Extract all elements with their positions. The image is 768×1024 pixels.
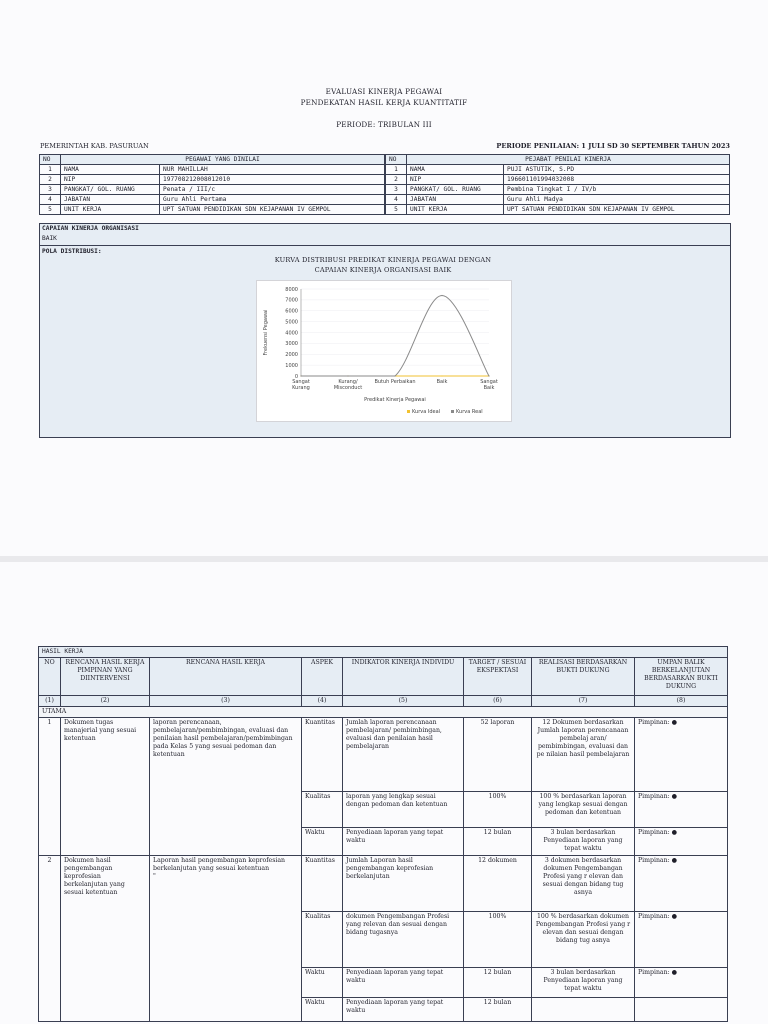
realisasi: 3 bulan berdasarkan Penyediaan laporan yang tepat waktu bbox=[532, 968, 635, 998]
column-number: (8) bbox=[635, 696, 728, 707]
capaian-value: BAIK bbox=[42, 235, 57, 242]
realisasi bbox=[532, 998, 635, 1022]
aspek: Waktu bbox=[302, 998, 343, 1022]
row-field: NIP bbox=[61, 175, 160, 185]
row-field: NAMA bbox=[61, 165, 160, 175]
chart-title-line-2: CAPAIAN KINERJA ORGANISASI BAIK bbox=[314, 266, 452, 274]
assessment-period: PERIODE PENILAIAN: 1 JULI SD 30 SEPTEMBER TAHUN 2023 bbox=[496, 142, 730, 150]
column-header: REALISASI BERDASARKAN BUKTI DUKUNG bbox=[532, 658, 635, 696]
row-value: Pembina Tingkat I / IV/b bbox=[504, 185, 730, 195]
y-tick-label: 0 bbox=[294, 373, 298, 380]
table-row bbox=[386, 205, 730, 215]
x-tick-label: Sangat bbox=[480, 379, 498, 385]
header-assessed-employee: PEGAWAI YANG DINILAI bbox=[61, 155, 385, 165]
table-row bbox=[386, 185, 730, 195]
work-results-table bbox=[38, 646, 728, 1022]
row-field: PANGKAT/ GOL. RUANG bbox=[61, 185, 160, 195]
row-field: JABATAN bbox=[407, 195, 504, 205]
rhk: Laporan hasil pengembangan keprofesian berkelanjutan yang sesuai ketentuan " bbox=[150, 856, 302, 1022]
row-value: Guru Ahli Madya bbox=[504, 195, 730, 205]
legend-label: Kurva Ideal bbox=[412, 409, 441, 415]
table-row bbox=[39, 718, 728, 792]
pola-distribusi-label: POLA DISTRIBUSI: bbox=[42, 248, 102, 255]
column-header: RENCANA HASIL KERJA bbox=[150, 658, 302, 696]
row-no: 3 bbox=[40, 185, 61, 195]
y-tick-label: 5000 bbox=[285, 319, 298, 326]
x-tick-label: Baik bbox=[436, 379, 448, 385]
y-tick-label: 3000 bbox=[285, 341, 298, 348]
row-value: UPT SATUAN PENDIDIKAN SDN KEJAPANAN IV GEMPOL bbox=[160, 205, 385, 215]
aspek: Kualitas bbox=[302, 792, 343, 828]
distribution-chart-svg bbox=[257, 281, 511, 421]
table-row bbox=[40, 165, 385, 175]
agency-name: PEMERINTAH KAB. PASURUAN bbox=[40, 142, 149, 150]
realisasi: 3 bulan berdasarkan Penyediaan laporan yang tepat waktu bbox=[532, 828, 635, 856]
x-tick-label: Butuh Perbaikan bbox=[374, 379, 416, 385]
aspek: Waktu bbox=[302, 828, 343, 856]
x-tick-label: Sangat bbox=[292, 379, 310, 385]
row-value: Guru Ahli Pertama bbox=[160, 195, 385, 205]
target: 52 laporan bbox=[464, 718, 532, 792]
column-header: INDIKATOR KINERJA INDIVIDU bbox=[343, 658, 464, 696]
x-tick-label: Kurang/ bbox=[338, 379, 358, 385]
data-point bbox=[394, 375, 395, 376]
row-value: Penata / III/c bbox=[160, 185, 385, 195]
row-value: UPT SATUAN PENDIDIKAN SDN KEJAPANAN IV GEMPOL bbox=[504, 205, 730, 215]
document-subtitle: PENDEKATAN HASIL KERJA KUANTITATIF bbox=[300, 98, 468, 107]
table-row bbox=[386, 195, 730, 205]
aspek: Kualitas bbox=[302, 912, 343, 968]
data-point bbox=[441, 295, 442, 296]
target: 100% bbox=[464, 912, 532, 968]
rhk-pimpinan: Dokumen hasil pengembangan keprofesian berkelanjutan yang sesuai ketentuan bbox=[61, 856, 150, 1022]
table-row bbox=[40, 195, 385, 205]
column-header: RENCANA HASIL KERJA PIMPINAN YANG DIINTERVENSI bbox=[61, 658, 150, 696]
y-tick-label: 2000 bbox=[285, 352, 298, 359]
target: 12 dokumen bbox=[464, 856, 532, 912]
header-no: NO bbox=[40, 155, 61, 165]
umpan-balik: Pimpinan: ● bbox=[635, 718, 728, 792]
row-field: NAMA bbox=[407, 165, 504, 175]
y-axis-label: Frekuensi Pegawai bbox=[263, 309, 269, 356]
row-no: 2 bbox=[386, 175, 407, 185]
chart-title-line-1: KURVA DISTRIBUSI PREDIKAT KINERJA PEGAWAI DENGAN bbox=[274, 256, 492, 264]
distribution-chart bbox=[256, 280, 512, 422]
x-tick-label: Misconduct bbox=[333, 385, 363, 391]
x-axis-label: Predikat Kinerja Pegawai bbox=[364, 397, 426, 403]
table-header-row bbox=[386, 155, 730, 165]
item-no: 1 bbox=[39, 718, 61, 856]
data-point bbox=[441, 375, 442, 376]
row-no: 1 bbox=[386, 165, 407, 175]
aspek: Waktu bbox=[302, 968, 343, 998]
row-no: 5 bbox=[40, 205, 61, 215]
target: 12 bulan bbox=[464, 968, 532, 998]
section-title-row bbox=[39, 647, 728, 658]
rhk: laporan perencanaan, pembelajaran/pembimbingan, evaluasi dan penilaian hasil pembelajaran/pembimbingan pada Kelas 5 yang sesuai pedoman dan ketentuan bbox=[150, 718, 302, 856]
row-value: 196601101994032008 bbox=[504, 175, 730, 185]
y-tick-label: 4000 bbox=[285, 330, 298, 337]
y-tick-label: 6000 bbox=[285, 308, 298, 315]
data-point bbox=[347, 375, 348, 376]
row-no: 1 bbox=[40, 165, 61, 175]
table-row bbox=[39, 856, 728, 912]
row-no: 5 bbox=[386, 205, 407, 215]
y-tick-label: 1000 bbox=[285, 362, 298, 369]
legend-swatch bbox=[451, 410, 454, 413]
indikator: Jumlah Laporan hasil pengembangan keprofesian berkelanjutan bbox=[343, 856, 464, 912]
column-number-row bbox=[39, 696, 728, 707]
table-row bbox=[40, 185, 385, 195]
target: 100% bbox=[464, 792, 532, 828]
legend-label: Kurva Real bbox=[456, 409, 483, 415]
column-number: (5) bbox=[343, 696, 464, 707]
column-number: (4) bbox=[302, 696, 343, 707]
assessed-employee-table bbox=[39, 154, 385, 215]
row-field: JABATAN bbox=[61, 195, 160, 205]
indikator: Penyediaan laporan yang tepat waktu bbox=[343, 968, 464, 998]
group-label: UTAMA bbox=[39, 707, 728, 718]
period-title: PERIODE: TRIBULAN III bbox=[336, 120, 432, 129]
x-tick-label: Baik bbox=[483, 385, 495, 391]
document-title: EVALUASI KINERJA PEGAWAI bbox=[325, 87, 443, 96]
realisasi: 100 % berdasarkan dokumen Pengembangan Profesi yang r elevan dan sesuai dengan bidang tug asnya bbox=[532, 912, 635, 968]
umpan-balik: Pimpinan: ● bbox=[635, 912, 728, 968]
umpan-balik bbox=[635, 998, 728, 1022]
row-field: NIP bbox=[407, 175, 504, 185]
header-assessor: PEJABAT PENILAI KINERJA bbox=[407, 155, 730, 165]
organization-performance-box bbox=[39, 223, 731, 247]
table-header-row bbox=[40, 155, 385, 165]
row-no: 2 bbox=[40, 175, 61, 185]
rhk-pimpinan: Dokumen tugas manajerial yang sesuai ketentuan bbox=[61, 718, 150, 856]
column-number: (1) bbox=[39, 696, 61, 707]
target: 12 bulan bbox=[464, 828, 532, 856]
series-line-kurva-real bbox=[301, 296, 489, 376]
aspek: Kuantitas bbox=[302, 856, 343, 912]
indikator: Penyediaan laporan yang tepat waktu bbox=[343, 828, 464, 856]
table-row bbox=[386, 165, 730, 175]
indikator: Jumlah laporan perencanaan pembelajaran/ pembimbingan, evaluasi dan penilaian hasil pembelajaran bbox=[343, 718, 464, 792]
column-header: UMPAN BALIK BERKELANJUTAN BERDASARKAN BUKTI DUKUNG bbox=[635, 658, 728, 696]
column-header-row bbox=[39, 658, 728, 696]
x-tick-label: Kurang bbox=[292, 385, 310, 391]
row-no: 4 bbox=[40, 195, 61, 205]
realisasi: 12 Dokumen berdasarkan Jumlah laporan perencanaan pembelaj aran/ pembimbingan, evaluasi dan pe nilaian hasil pembelajaran bbox=[532, 718, 635, 792]
section-title: HASIL KERJA bbox=[39, 647, 728, 658]
row-field: UNIT KERJA bbox=[407, 205, 504, 215]
column-number: (6) bbox=[464, 696, 532, 707]
assessor-table bbox=[385, 154, 730, 215]
table-row bbox=[40, 205, 385, 215]
table-row bbox=[386, 175, 730, 185]
header-no: NO bbox=[386, 155, 407, 165]
column-number: (2) bbox=[61, 696, 150, 707]
indikator: laporan yang lengkap sesuai dengan pedoman dan ketentuan bbox=[343, 792, 464, 828]
indikator: Penyediaan laporan yang tepat waktu bbox=[343, 998, 464, 1022]
y-tick-label: 8000 bbox=[285, 286, 298, 293]
row-value: 197708212008012010 bbox=[160, 175, 385, 185]
aspek: Kuantitas bbox=[302, 718, 343, 792]
column-number: (7) bbox=[532, 696, 635, 707]
row-value: NUR MAHILLAH bbox=[160, 165, 385, 175]
target: 12 bulan bbox=[464, 998, 532, 1022]
umpan-balik: Pimpinan: ● bbox=[635, 968, 728, 998]
column-header: TARGET / SESUAI EKSPEKTASI bbox=[464, 658, 532, 696]
umpan-balik: Pimpinan: ● bbox=[635, 828, 728, 856]
umpan-balik: Pimpinan: ● bbox=[635, 792, 728, 828]
capaian-label: CAPAIAN KINERJA ORGANISASI bbox=[42, 225, 139, 232]
row-value: PUJI ASTUTIK, S.PD bbox=[504, 165, 730, 175]
row-no: 4 bbox=[386, 195, 407, 205]
umpan-balik: Pimpinan: ● bbox=[635, 856, 728, 912]
column-number: (3) bbox=[150, 696, 302, 707]
row-field: PANGKAT/ GOL. RUANG bbox=[407, 185, 504, 195]
realisasi: 3 dokumen berdasarkan dokumen Pengembangan Profesi yang r elevan dan sesuai dengan bidang tug asnya bbox=[532, 856, 635, 912]
item-no: 2 bbox=[39, 856, 61, 1022]
data-point bbox=[488, 375, 489, 376]
data-point bbox=[300, 375, 301, 376]
legend-swatch bbox=[407, 410, 410, 413]
group-row bbox=[39, 707, 728, 718]
row-field: UNIT KERJA bbox=[61, 205, 160, 215]
column-header: ASPEK bbox=[302, 658, 343, 696]
column-header: NO bbox=[39, 658, 61, 696]
realisasi: 100 % berdasarkan laporan yang lengkap sesuai dengan pedoman dan ketentuan bbox=[532, 792, 635, 828]
indikator: dokumen Pengembangan Profesi yang relevan dan sesuai dengan bidang tugasnya bbox=[343, 912, 464, 968]
table-row bbox=[40, 175, 385, 185]
y-tick-label: 7000 bbox=[285, 297, 298, 304]
row-no: 3 bbox=[386, 185, 407, 195]
